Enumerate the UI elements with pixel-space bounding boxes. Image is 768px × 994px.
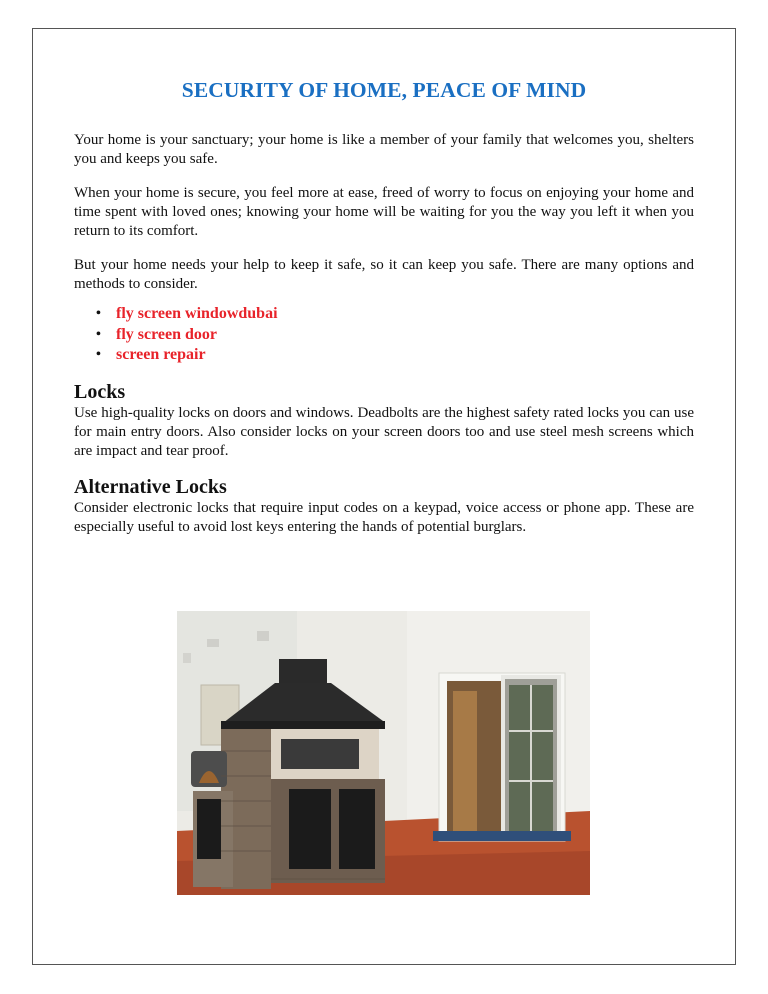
section-heading-locks: Locks [74,380,126,403]
intro-paragraph-2: When your home is secure, you feel more at ease, freed of worry to focus on enjoying your home and time spent with loved ones; knowing your home will be waiting for you the way you left it when you return to its comfort. [74,185,694,239]
link-screen-repair[interactable]: screen repair [116,346,206,363]
list-item [96,345,694,366]
section-body-locks: Use high-quality locks on doors and windows. Deadbolts are the highest safety rated locks you can use for main entry doors. Also consider locks on your screen doors too and use steel mesh screens which are impact and tear proof. [74,404,694,459]
section-body-alternative-locks: Consider electronic locks that require input codes on a keypad, voice access or phone app. These are especially useful to avoid lost keys entering the hands of potential burglars. [74,499,694,535]
list-item [96,325,694,346]
list-item [96,304,694,325]
bullet-icon: • [96,347,101,362]
intro-paragraph-3: But your home needs your help to keep it safe, so it can keep you safe. There are many options and methods to consider. [74,257,694,292]
link-list [74,304,694,366]
bullet-icon: • [96,326,101,342]
intro-paragraph-1: Your home is your sanctuary; your home is like a member of your family that welcomes you, shelters you and keeps you safe. [74,132,694,167]
document-body [74,78,694,551]
link-fly-screen-window[interactable]: fly screen windowdubai [116,305,278,322]
section-heading-alternative-locks: Alternative Locks [74,475,227,498]
link-fly-screen-door[interactable]: fly screen door [116,325,218,343]
bullet-icon: • [96,306,101,321]
patio-bbq-photo [177,611,590,895]
page-title: SECURITY OF HOME, PEACE OF MIND [181,78,587,102]
